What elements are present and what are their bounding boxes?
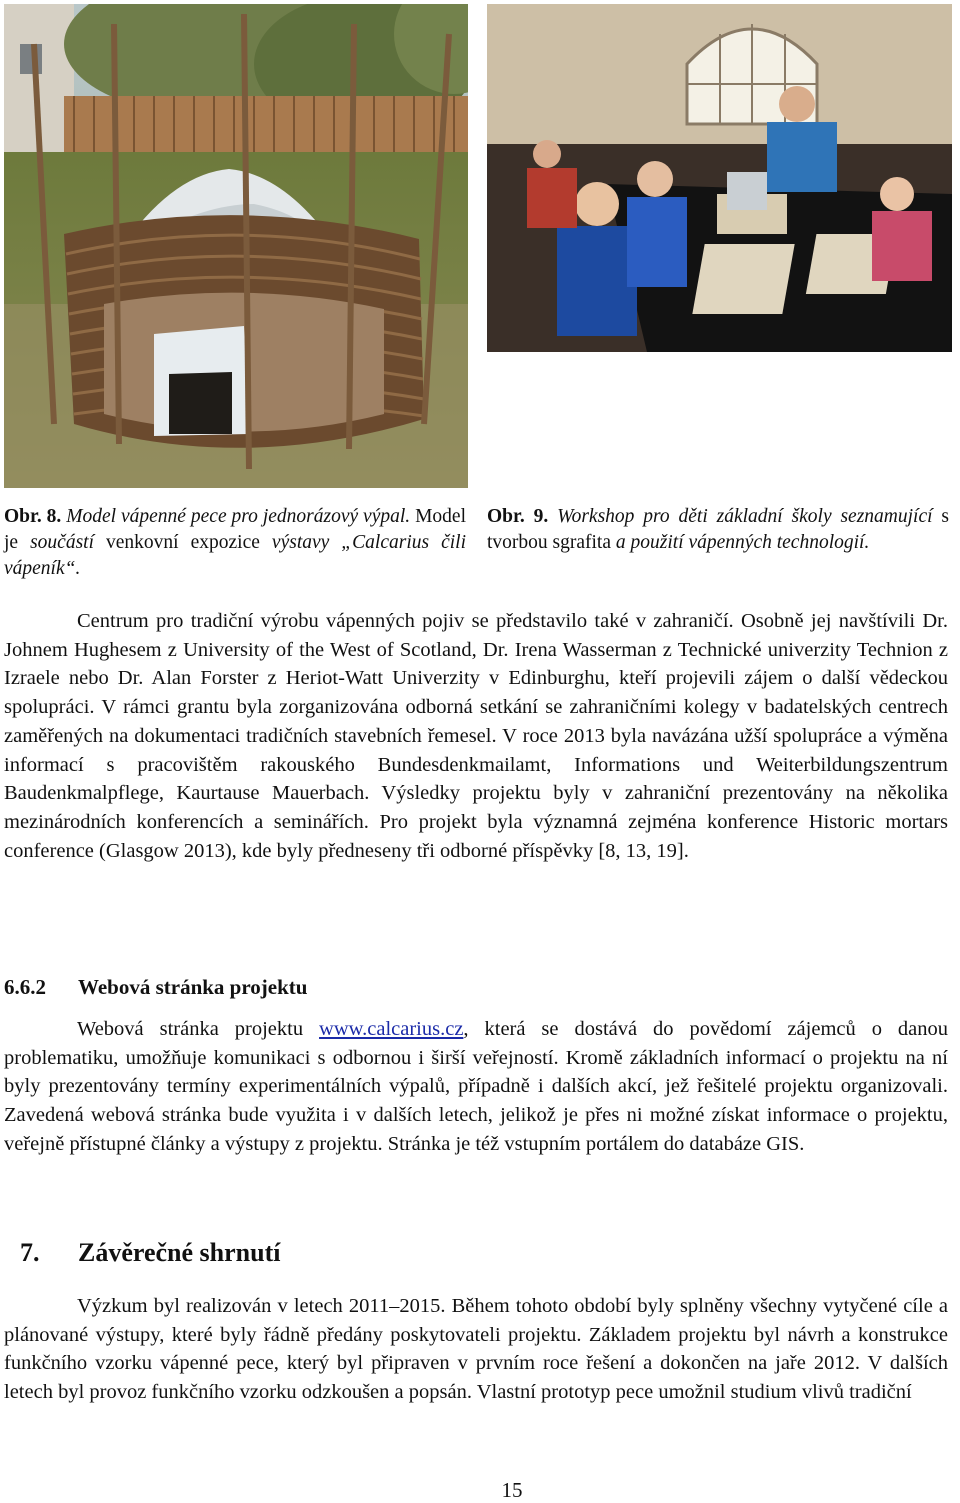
paragraph-text: Webová stránka projektu (77, 1018, 320, 1040)
caption-text: Model je (4, 506, 467, 553)
figure-8-caption (4, 504, 466, 582)
figure-9-caption (487, 504, 949, 556)
chapter-heading-summary (20, 1238, 280, 1268)
paragraph-summary: Výzkum byl realizován v letech 2011–2015. Během tohoto období byly splněny všechny vytyčené cíle a plánované výstupy, které byly řádně předány poskytovateli projektu. Základem projektu byl návrh a konstrukce funkčního vzorku vápenné pece, který byl připraven v prvním roce řešení a dokončen na jaře 2012. V dalších letech byl provoz funkčního vzorku odzkoušen a popsán. Vlastní prototyp pece umožnil studium vlivů tradiční (4, 1295, 948, 1404)
caption-text-italic: Model vápenné pece pro jednorázový výpal. (66, 506, 416, 527)
caption-text-italic: Workshop pro děti základní školy seznamující (557, 506, 942, 527)
caption-part (4, 506, 466, 579)
caption-text-italic: výstavy „Calcarius čili vápeník“. (4, 532, 466, 579)
figure-9-label: Obr. 9. (487, 506, 549, 527)
website-link[interactable]: www.calcarius.cz (319, 1018, 464, 1040)
section-title: Webová stránka projektu (78, 975, 308, 999)
figure-8-photo (4, 4, 468, 488)
figure-8-label: Obr. 8. (4, 506, 62, 527)
lime-kiln-illustration (4, 4, 468, 488)
caption-part (487, 506, 949, 553)
chapter-number: 7. (20, 1238, 40, 1267)
caption-text-italic: součástí (30, 532, 95, 553)
caption-text: venkovní expozice (94, 532, 272, 553)
paragraph-website (4, 1015, 948, 1159)
page-number: 15 (501, 1478, 523, 1502)
paragraph-text: , která se dostává do povědomí zájemců o danou problematiku, umožňuje komunikaci s odbornou i širší veřejností. Kromě základních informací o projektu na ní byly prezentovány termíny experimentálních výpalů, případně i dalších akcí, jež řešitelé projektu organizovali. Zavedená webová stránka bude využita i v dalších letech, jelikož je přes ni možné získat informace o projektu, veřejně přístupné články a výstupy z projektu. Stránka je též vstupním portálem do databáze GIS. (4, 1018, 948, 1155)
caption-text: s tvorbou sgrafita (487, 506, 949, 553)
figure-9-photo (487, 4, 952, 352)
caption-text-italic: a použití vápenných technologií. (611, 532, 870, 553)
chapter-title: Závěrečné shrnutí (78, 1238, 281, 1267)
section-number: 6.6.2 (4, 975, 46, 999)
section-heading-website (4, 975, 307, 1000)
paragraph-international-cooperation: Centrum pro tradiční výrobu vápenných pojiv se představilo také v zahraničí. Osobně jej navštívili Dr. Johnem Hughesem z University of the West of Scotland, Dr. Irena Wasserman z Technické univerzity Technion z Izraele nebo Dr. Alan Forster z Heriot-Watt Univerzity v Edinburghu, kteří projevili zájem o další vědeckou spolupráci. V rámci grantu byla zorganizována odborná setkání se zahraničními kolegy v badatelských centrech zaměřených na dokumentaci tradičních stavebních řemesel. V roce 2013 byla navázána užší spolupráce a výměna informací s pracovištěm rakouského Bundesdenkmailamt, Informations und Weiterbildungszentrum Baudenkmalpflege, Kaurtause Mauerbach. Výsledky projektu byly v zahraniční prezentovány na několika mezinárodních konferencích a seminářích. Pro projekt byla významná zejména konference Historic mortars conference (Glasgow 2013), kde byly předneseny tři odborné příspěvky [8, 13, 19]. (4, 610, 948, 862)
workshop-illustration (487, 4, 952, 352)
